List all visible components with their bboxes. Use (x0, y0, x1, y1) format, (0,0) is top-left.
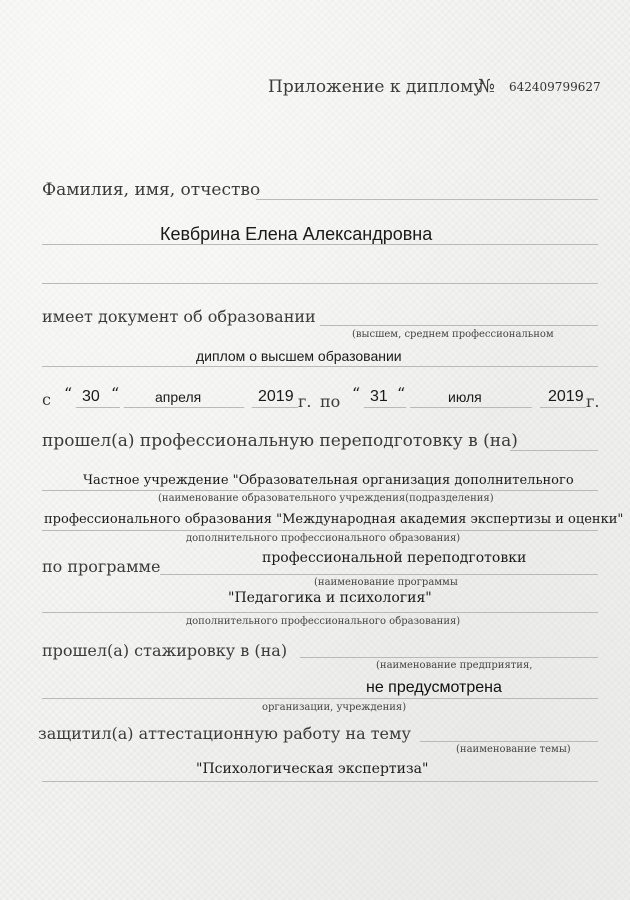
period-to-day: 31 (370, 388, 388, 405)
period-from-year-line (252, 407, 298, 408)
number-sign: № (478, 76, 496, 97)
education-line-2 (42, 366, 598, 367)
retraining-org-line-1: Частное учреждение "Образовательная организация дополнительного (83, 473, 574, 488)
internship-line-1 (300, 657, 598, 658)
fio-line-2 (42, 244, 598, 245)
thesis-caption: (наименование темы) (456, 744, 571, 755)
retraining-line-3 (42, 530, 598, 531)
thesis-line-2 (42, 781, 598, 782)
period-to-month-line (410, 407, 532, 408)
period-to-year: 2019 (548, 388, 584, 405)
retraining-label: прошел(а) профессиональную переподготовку в (на) (42, 431, 518, 451)
period-open-quote-2: “ (352, 384, 361, 403)
program-label: по программе (42, 557, 161, 576)
program-line-1 (160, 574, 598, 575)
fio-line-3 (42, 283, 598, 284)
internship-caption-2: организации, учреждения) (262, 702, 407, 713)
internship-label: прошел(а) стажировку в (на) (42, 641, 288, 660)
fio-line-1 (256, 199, 598, 200)
fio-label: Фамилия, имя, отчество (42, 180, 261, 200)
retraining-line-2 (42, 490, 598, 491)
period-from-prefix: с (42, 390, 51, 409)
period-to-month: июля (448, 389, 482, 405)
period-to-day-line (364, 407, 406, 408)
education-label: имеет документ об образовании (42, 307, 316, 326)
education-line-1 (320, 325, 598, 326)
thesis-value: "Психологическая экспертиза" (196, 761, 429, 777)
retraining-line-1 (510, 450, 598, 451)
program-caption-2: дополнительного профессионального образования) (186, 616, 461, 627)
period-from-month: апреля (155, 389, 202, 405)
period-close-quote-1: “ (111, 384, 120, 403)
internship-line-2 (42, 698, 598, 699)
retraining-org-line-2: профессионального образования "Международная академия экспертизы и оценки" (44, 512, 624, 527)
period-open-quote-1: “ (64, 384, 73, 403)
thesis-line-1 (420, 741, 598, 742)
retraining-caption-1: (наименование образовательного учреждения(подразделения) (158, 493, 494, 504)
period-from-month-line (124, 407, 244, 408)
program-value-1: профессиональной переподготовки (262, 550, 527, 566)
period-to-year-line (540, 407, 586, 408)
internship-caption-1: (наименование предприятия, (376, 660, 533, 671)
diploma-number: 642409799627 (509, 80, 601, 94)
period-from-day: 30 (82, 388, 100, 405)
education-caption: (высшем, среднем профессиональном (352, 329, 554, 340)
period-from-day-line (76, 407, 120, 408)
program-line-2 (42, 612, 598, 613)
internship-value: не предусмотрена (366, 679, 502, 696)
fio-value: Кевбрина Елена Александровна (160, 224, 433, 244)
thesis-label: защитил(а) аттестационную работу на тему (38, 724, 411, 743)
period-to-prefix: по (320, 392, 341, 411)
program-caption-1: (наименование программы (314, 577, 458, 588)
period-from-year: 2019 (258, 388, 294, 405)
program-value-2: "Педагогика и психология" (228, 590, 432, 606)
education-value: диплом о высшем образовании (196, 348, 402, 364)
appendix-label: Приложение к диплому (268, 77, 484, 97)
period-close-quote-2: “ (397, 384, 406, 403)
period-from-year-suffix: г. (298, 392, 312, 411)
retraining-caption-2: дополнительного профессионального образования) (186, 533, 461, 544)
period-to-year-suffix: г. (586, 392, 600, 411)
